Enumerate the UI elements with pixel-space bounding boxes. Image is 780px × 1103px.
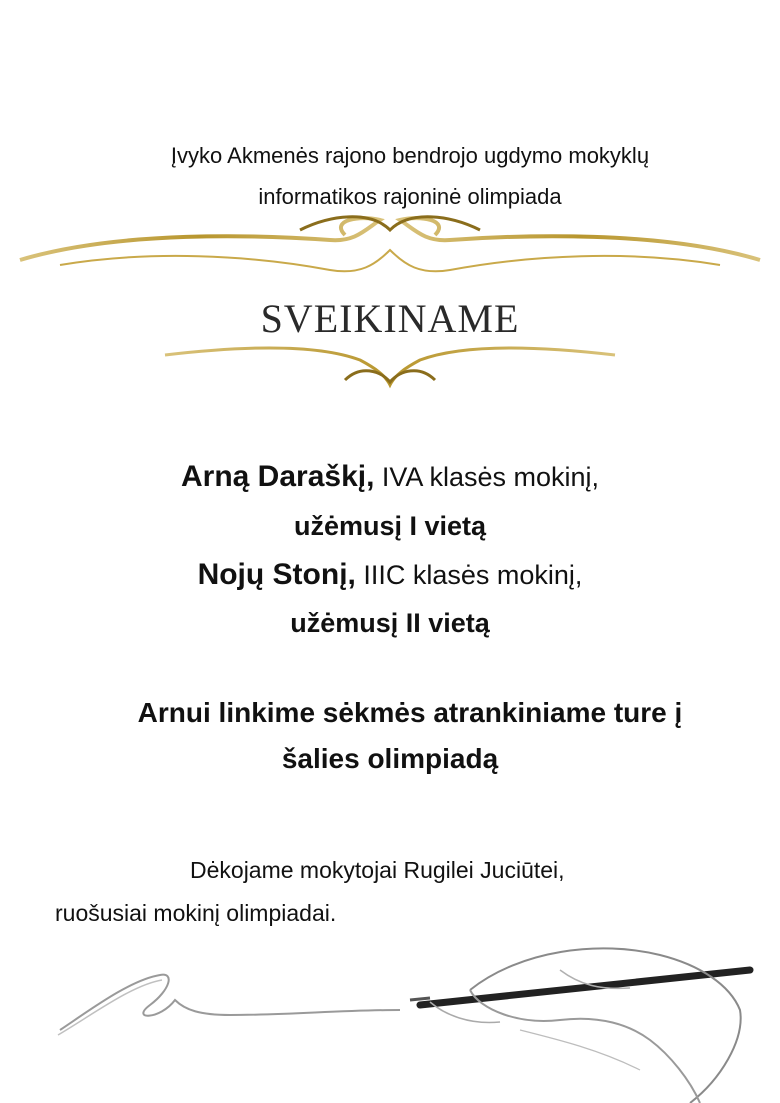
hand-with-pen-icon (410, 948, 750, 1103)
winner-1-line (0, 460, 780, 494)
winner-1-name: Arną Daraškį, (180, 460, 375, 493)
winner-2-place: užėmusį II vietą (290, 608, 490, 638)
winner-2-name: Nojų Stonį, (197, 558, 356, 591)
winner-1-class: IVA klasės mokinį, (374, 462, 600, 492)
thanks-line-2: ruošusiai mokinį olimpiadai. (55, 900, 337, 926)
intro-line-1: Įvyko Akmenės rajono bendrojo ugdymo mokyklų (170, 143, 650, 168)
signature-area (0, 930, 780, 1103)
winner-2-line (0, 558, 780, 592)
signature-icon (58, 975, 400, 1035)
wish-line-2: šalies olimpiadą (281, 743, 499, 774)
wish-line-1: Arnui linkime sėkmės atrankiniame ture į (137, 697, 683, 728)
thanks-line-1: Dėkojame mokytojai Rugilei Juciūtei, (190, 857, 565, 883)
winner-2-class: IIIC klasės mokinį, (355, 560, 583, 590)
winner-1-place: užėmusį I vietą (293, 511, 487, 541)
headline: SVEIKINAME (260, 296, 520, 341)
intro-line-2: informatikos rajoninė olimpiada (258, 184, 562, 209)
